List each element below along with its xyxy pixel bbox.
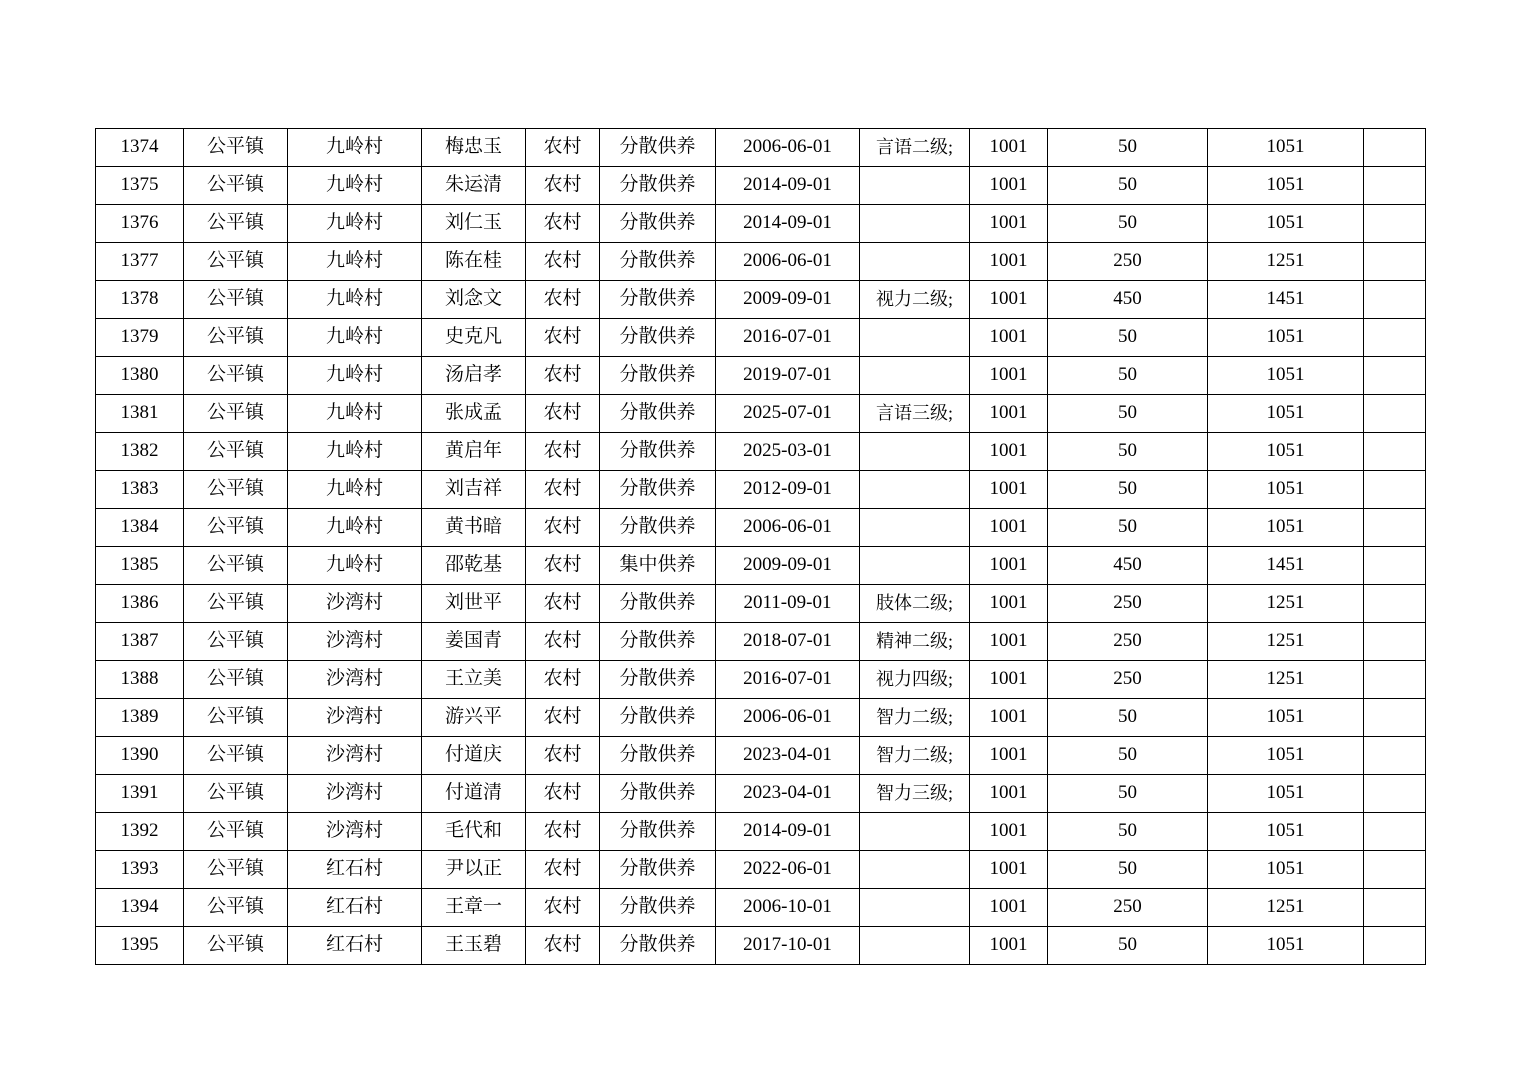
cell-start-date: 2006-06-01: [716, 509, 860, 547]
cell-disability: 视力二级;: [860, 281, 970, 319]
table-row: [96, 813, 1426, 851]
cell-disability: [860, 167, 970, 205]
cell-town: 公平镇: [184, 813, 288, 851]
cell-household-type: 农村: [526, 243, 600, 281]
cell-supply-mode: 集中供养: [600, 547, 716, 585]
cell-subsidy: 50: [1048, 775, 1208, 813]
cell-town: 公平镇: [184, 243, 288, 281]
cell-supply-mode: 分散供养: [600, 205, 716, 243]
cell-supply-mode: 分散供养: [600, 243, 716, 281]
cell-household-type: 农村: [526, 851, 600, 889]
cell-seq: 1385: [96, 547, 184, 585]
cell-subsidy: 50: [1048, 851, 1208, 889]
cell-standard-code: 1001: [970, 851, 1048, 889]
table-row: [96, 851, 1426, 889]
cell-total: 1051: [1208, 129, 1364, 167]
cell-village: 沙湾村: [288, 737, 422, 775]
cell-town: 公平镇: [184, 319, 288, 357]
cell-total: 1251: [1208, 585, 1364, 623]
cell-subsidy: 450: [1048, 281, 1208, 319]
cell-total: 1051: [1208, 471, 1364, 509]
cell-subsidy: 50: [1048, 433, 1208, 471]
cell-remark: [1364, 889, 1426, 927]
cell-household-type: 农村: [526, 281, 600, 319]
cell-start-date: 2016-07-01: [716, 661, 860, 699]
cell-remark: [1364, 775, 1426, 813]
cell-town: 公平镇: [184, 167, 288, 205]
cell-standard-code: 1001: [970, 205, 1048, 243]
table-row: [96, 471, 1426, 509]
cell-start-date: 2025-03-01: [716, 433, 860, 471]
cell-disability: 言语三级;: [860, 395, 970, 433]
cell-household-type: 农村: [526, 433, 600, 471]
cell-supply-mode: 分散供养: [600, 319, 716, 357]
cell-remark: [1364, 585, 1426, 623]
cell-name: 王玉碧: [422, 927, 526, 965]
cell-total: 1051: [1208, 205, 1364, 243]
cell-subsidy: 50: [1048, 167, 1208, 205]
cell-total: 1051: [1208, 319, 1364, 357]
cell-subsidy: 50: [1048, 927, 1208, 965]
cell-start-date: 2006-06-01: [716, 129, 860, 167]
cell-seq: 1379: [96, 319, 184, 357]
cell-start-date: 2006-06-01: [716, 699, 860, 737]
table-row: [96, 927, 1426, 965]
cell-remark: [1364, 737, 1426, 775]
cell-town: 公平镇: [184, 775, 288, 813]
table-row: [96, 661, 1426, 699]
cell-subsidy: 250: [1048, 585, 1208, 623]
cell-town: 公平镇: [184, 585, 288, 623]
cell-standard-code: 1001: [970, 243, 1048, 281]
cell-start-date: 2025-07-01: [716, 395, 860, 433]
data-table-container: [95, 128, 1425, 965]
cell-remark: [1364, 433, 1426, 471]
cell-start-date: 2012-09-01: [716, 471, 860, 509]
cell-subsidy: 50: [1048, 129, 1208, 167]
cell-subsidy: 250: [1048, 661, 1208, 699]
cell-remark: [1364, 699, 1426, 737]
cell-subsidy: 250: [1048, 623, 1208, 661]
cell-total: 1051: [1208, 433, 1364, 471]
cell-supply-mode: 分散供养: [600, 167, 716, 205]
cell-disability: [860, 547, 970, 585]
cell-household-type: 农村: [526, 129, 600, 167]
cell-disability: [860, 889, 970, 927]
cell-total: 1451: [1208, 547, 1364, 585]
cell-name: 刘仁玉: [422, 205, 526, 243]
cell-supply-mode: 分散供养: [600, 509, 716, 547]
cell-start-date: 2014-09-01: [716, 813, 860, 851]
table-row: [96, 319, 1426, 357]
cell-standard-code: 1001: [970, 547, 1048, 585]
cell-household-type: 农村: [526, 699, 600, 737]
cell-disability: 肢体二级;: [860, 585, 970, 623]
cell-disability: [860, 851, 970, 889]
table-row: [96, 623, 1426, 661]
cell-start-date: 2023-04-01: [716, 775, 860, 813]
cell-remark: [1364, 813, 1426, 851]
cell-remark: [1364, 547, 1426, 585]
cell-standard-code: 1001: [970, 585, 1048, 623]
cell-supply-mode: 分散供养: [600, 737, 716, 775]
cell-subsidy: 50: [1048, 813, 1208, 851]
cell-supply-mode: 分散供养: [600, 851, 716, 889]
cell-supply-mode: 分散供养: [600, 927, 716, 965]
cell-disability: [860, 471, 970, 509]
cell-subsidy: 50: [1048, 395, 1208, 433]
cell-town: 公平镇: [184, 395, 288, 433]
cell-standard-code: 1001: [970, 471, 1048, 509]
cell-supply-mode: 分散供养: [600, 775, 716, 813]
cell-town: 公平镇: [184, 889, 288, 927]
cell-standard-code: 1001: [970, 433, 1048, 471]
cell-name: 黄启年: [422, 433, 526, 471]
cell-supply-mode: 分散供养: [600, 699, 716, 737]
cell-total: 1051: [1208, 395, 1364, 433]
cell-village: 九岭村: [288, 205, 422, 243]
cell-disability: [860, 813, 970, 851]
table-row: [96, 547, 1426, 585]
cell-seq: 1374: [96, 129, 184, 167]
cell-village: 红石村: [288, 851, 422, 889]
cell-total: 1051: [1208, 813, 1364, 851]
cell-standard-code: 1001: [970, 623, 1048, 661]
cell-total: 1051: [1208, 775, 1364, 813]
cell-seq: 1380: [96, 357, 184, 395]
table-row: [96, 281, 1426, 319]
cell-disability: 言语二级;: [860, 129, 970, 167]
cell-disability: 智力三级;: [860, 775, 970, 813]
table-row: [96, 357, 1426, 395]
cell-village: 沙湾村: [288, 813, 422, 851]
cell-start-date: 2014-09-01: [716, 205, 860, 243]
cell-subsidy: 50: [1048, 319, 1208, 357]
cell-household-type: 农村: [526, 585, 600, 623]
table-row: [96, 395, 1426, 433]
table-row: [96, 167, 1426, 205]
cell-start-date: 2009-09-01: [716, 281, 860, 319]
cell-household-type: 农村: [526, 889, 600, 927]
cell-disability: [860, 319, 970, 357]
cell-start-date: 2022-06-01: [716, 851, 860, 889]
cell-total: 1051: [1208, 927, 1364, 965]
cell-seq: 1391: [96, 775, 184, 813]
cell-village: 九岭村: [288, 433, 422, 471]
cell-standard-code: 1001: [970, 737, 1048, 775]
cell-village: 九岭村: [288, 243, 422, 281]
cell-start-date: 2009-09-01: [716, 547, 860, 585]
cell-seq: 1387: [96, 623, 184, 661]
table-row: [96, 243, 1426, 281]
cell-supply-mode: 分散供养: [600, 281, 716, 319]
cell-disability: [860, 927, 970, 965]
cell-subsidy: 50: [1048, 471, 1208, 509]
table-row: [96, 737, 1426, 775]
cell-standard-code: 1001: [970, 699, 1048, 737]
cell-household-type: 农村: [526, 547, 600, 585]
cell-standard-code: 1001: [970, 357, 1048, 395]
cell-household-type: 农村: [526, 775, 600, 813]
cell-disability: 视力四级;: [860, 661, 970, 699]
cell-village: 九岭村: [288, 509, 422, 547]
cell-village: 九岭村: [288, 547, 422, 585]
cell-start-date: 2023-04-01: [716, 737, 860, 775]
cell-remark: [1364, 319, 1426, 357]
cell-village: 九岭村: [288, 129, 422, 167]
cell-remark: [1364, 167, 1426, 205]
cell-seq: 1394: [96, 889, 184, 927]
cell-name: 汤启孝: [422, 357, 526, 395]
cell-name: 刘吉祥: [422, 471, 526, 509]
cell-supply-mode: 分散供养: [600, 471, 716, 509]
cell-remark: [1364, 661, 1426, 699]
cell-seq: 1386: [96, 585, 184, 623]
cell-name: 王章一: [422, 889, 526, 927]
cell-remark: [1364, 205, 1426, 243]
cell-household-type: 农村: [526, 623, 600, 661]
cell-village: 红石村: [288, 889, 422, 927]
cell-village: 九岭村: [288, 167, 422, 205]
cell-remark: [1364, 357, 1426, 395]
cell-subsidy: 250: [1048, 243, 1208, 281]
cell-start-date: 2006-10-01: [716, 889, 860, 927]
cell-seq: 1376: [96, 205, 184, 243]
cell-seq: 1388: [96, 661, 184, 699]
cell-subsidy: 50: [1048, 205, 1208, 243]
cell-town: 公平镇: [184, 281, 288, 319]
cell-household-type: 农村: [526, 167, 600, 205]
cell-supply-mode: 分散供养: [600, 585, 716, 623]
cell-name: 史克凡: [422, 319, 526, 357]
cell-supply-mode: 分散供养: [600, 433, 716, 471]
cell-remark: [1364, 129, 1426, 167]
cell-supply-mode: 分散供养: [600, 813, 716, 851]
cell-town: 公平镇: [184, 851, 288, 889]
cell-supply-mode: 分散供养: [600, 623, 716, 661]
cell-household-type: 农村: [526, 357, 600, 395]
cell-disability: [860, 509, 970, 547]
cell-standard-code: 1001: [970, 889, 1048, 927]
cell-household-type: 农村: [526, 509, 600, 547]
cell-name: 陈在桂: [422, 243, 526, 281]
cell-total: 1451: [1208, 281, 1364, 319]
table-body: [96, 129, 1426, 965]
cell-town: 公平镇: [184, 699, 288, 737]
cell-standard-code: 1001: [970, 319, 1048, 357]
cell-total: 1051: [1208, 737, 1364, 775]
cell-seq: 1389: [96, 699, 184, 737]
cell-total: 1251: [1208, 623, 1364, 661]
cell-standard-code: 1001: [970, 395, 1048, 433]
table-row: [96, 585, 1426, 623]
cell-town: 公平镇: [184, 471, 288, 509]
cell-seq: 1381: [96, 395, 184, 433]
cell-village: 九岭村: [288, 357, 422, 395]
cell-seq: 1392: [96, 813, 184, 851]
cell-supply-mode: 分散供养: [600, 889, 716, 927]
cell-subsidy: 50: [1048, 699, 1208, 737]
cell-name: 刘念文: [422, 281, 526, 319]
cell-subsidy: 50: [1048, 357, 1208, 395]
table-row: [96, 205, 1426, 243]
cell-town: 公平镇: [184, 205, 288, 243]
cell-total: 1251: [1208, 243, 1364, 281]
cell-remark: [1364, 281, 1426, 319]
cell-standard-code: 1001: [970, 129, 1048, 167]
cell-start-date: 2014-09-01: [716, 167, 860, 205]
cell-supply-mode: 分散供养: [600, 357, 716, 395]
cell-town: 公平镇: [184, 129, 288, 167]
cell-subsidy: 50: [1048, 737, 1208, 775]
cell-name: 王立美: [422, 661, 526, 699]
table-row: [96, 775, 1426, 813]
cell-village: 九岭村: [288, 395, 422, 433]
table-row: [96, 509, 1426, 547]
cell-village: 沙湾村: [288, 623, 422, 661]
cell-village: 沙湾村: [288, 661, 422, 699]
table-row: [96, 889, 1426, 927]
beneficiary-table: [95, 128, 1426, 965]
cell-seq: 1378: [96, 281, 184, 319]
cell-standard-code: 1001: [970, 927, 1048, 965]
cell-remark: [1364, 623, 1426, 661]
cell-name: 毛代和: [422, 813, 526, 851]
cell-total: 1051: [1208, 851, 1364, 889]
cell-town: 公平镇: [184, 357, 288, 395]
cell-disability: 智力二级;: [860, 737, 970, 775]
cell-total: 1051: [1208, 699, 1364, 737]
cell-seq: 1382: [96, 433, 184, 471]
cell-start-date: 2019-07-01: [716, 357, 860, 395]
cell-remark: [1364, 471, 1426, 509]
cell-name: 梅忠玉: [422, 129, 526, 167]
cell-town: 公平镇: [184, 433, 288, 471]
cell-total: 1051: [1208, 167, 1364, 205]
cell-village: 九岭村: [288, 319, 422, 357]
cell-household-type: 农村: [526, 927, 600, 965]
cell-seq: 1383: [96, 471, 184, 509]
cell-village: 九岭村: [288, 471, 422, 509]
cell-standard-code: 1001: [970, 813, 1048, 851]
cell-town: 公平镇: [184, 737, 288, 775]
cell-village: 沙湾村: [288, 585, 422, 623]
cell-standard-code: 1001: [970, 775, 1048, 813]
cell-disability: 智力二级;: [860, 699, 970, 737]
cell-subsidy: 450: [1048, 547, 1208, 585]
cell-total: 1251: [1208, 889, 1364, 927]
cell-total: 1051: [1208, 509, 1364, 547]
cell-remark: [1364, 927, 1426, 965]
cell-household-type: 农村: [526, 813, 600, 851]
cell-village: 九岭村: [288, 281, 422, 319]
cell-disability: [860, 433, 970, 471]
cell-supply-mode: 分散供养: [600, 395, 716, 433]
cell-subsidy: 250: [1048, 889, 1208, 927]
cell-remark: [1364, 851, 1426, 889]
cell-standard-code: 1001: [970, 167, 1048, 205]
cell-name: 邵乾基: [422, 547, 526, 585]
cell-disability: [860, 357, 970, 395]
cell-seq: 1395: [96, 927, 184, 965]
cell-name: 付道清: [422, 775, 526, 813]
cell-town: 公平镇: [184, 661, 288, 699]
cell-household-type: 农村: [526, 737, 600, 775]
cell-start-date: 2017-10-01: [716, 927, 860, 965]
cell-standard-code: 1001: [970, 281, 1048, 319]
cell-name: 刘世平: [422, 585, 526, 623]
cell-supply-mode: 分散供养: [600, 661, 716, 699]
cell-household-type: 农村: [526, 395, 600, 433]
cell-standard-code: 1001: [970, 509, 1048, 547]
cell-remark: [1364, 395, 1426, 433]
cell-supply-mode: 分散供养: [600, 129, 716, 167]
cell-household-type: 农村: [526, 661, 600, 699]
cell-name: 姜国青: [422, 623, 526, 661]
cell-start-date: 2016-07-01: [716, 319, 860, 357]
cell-village: 沙湾村: [288, 775, 422, 813]
cell-town: 公平镇: [184, 623, 288, 661]
table-row: [96, 129, 1426, 167]
cell-disability: 精神二级;: [860, 623, 970, 661]
cell-name: 张成孟: [422, 395, 526, 433]
cell-household-type: 农村: [526, 319, 600, 357]
cell-village: 沙湾村: [288, 699, 422, 737]
cell-seq: 1377: [96, 243, 184, 281]
cell-seq: 1393: [96, 851, 184, 889]
cell-total: 1251: [1208, 661, 1364, 699]
cell-seq: 1390: [96, 737, 184, 775]
cell-name: 黄书暗: [422, 509, 526, 547]
cell-name: 游兴平: [422, 699, 526, 737]
cell-town: 公平镇: [184, 547, 288, 585]
cell-start-date: 2006-06-01: [716, 243, 860, 281]
cell-household-type: 农村: [526, 471, 600, 509]
cell-remark: [1364, 243, 1426, 281]
cell-subsidy: 50: [1048, 509, 1208, 547]
cell-town: 公平镇: [184, 927, 288, 965]
cell-name: 尹以正: [422, 851, 526, 889]
cell-start-date: 2018-07-01: [716, 623, 860, 661]
cell-start-date: 2011-09-01: [716, 585, 860, 623]
table-row: [96, 433, 1426, 471]
cell-disability: [860, 205, 970, 243]
cell-standard-code: 1001: [970, 661, 1048, 699]
cell-total: 1051: [1208, 357, 1364, 395]
cell-seq: 1375: [96, 167, 184, 205]
cell-name: 朱运清: [422, 167, 526, 205]
cell-name: 付道庆: [422, 737, 526, 775]
cell-disability: [860, 243, 970, 281]
cell-town: 公平镇: [184, 509, 288, 547]
cell-household-type: 农村: [526, 205, 600, 243]
table-row: [96, 699, 1426, 737]
cell-remark: [1364, 509, 1426, 547]
cell-village: 红石村: [288, 927, 422, 965]
cell-seq: 1384: [96, 509, 184, 547]
